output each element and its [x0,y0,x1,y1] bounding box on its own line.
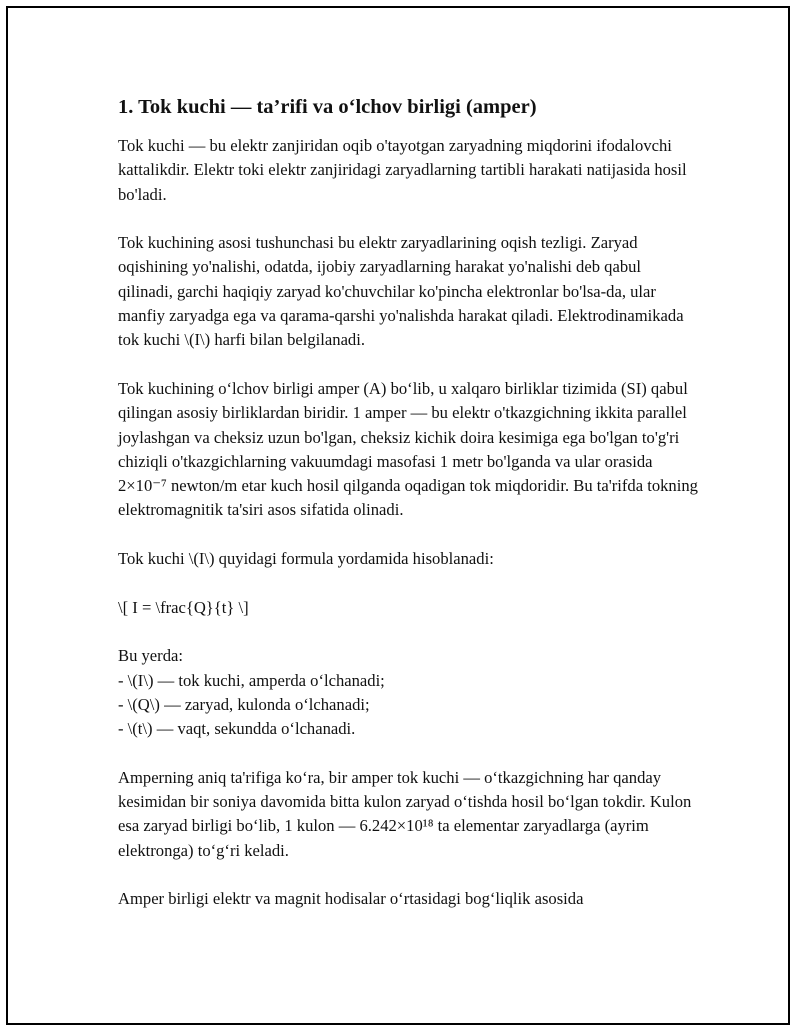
definitions-intro: Bu yerda: [118,646,183,666]
definition-item-current: - \(I\) — tok kuchi, amperda o‘lchanadi; [118,670,385,690]
paragraph-ampere-relation: Amper birligi elektr va magnit hodisalar o‘rtasidagi bog‘liqlik asosida [118,889,584,909]
definitions-list [118,644,698,741]
definition-item-time: - \(t\) — vaqt, sekundda o‘lchanadi. [118,719,356,739]
document-body [118,94,698,936]
definition-item-charge: - \(Q\) — zaryad, kulonda o‘lchanadi; [118,694,370,714]
section-title: 1. Tok kuchi — ta’rifi va o‘lchov birligi (amper) [118,96,537,118]
paragraph-formula-intro: Tok kuchi \(I\) quyidagi formula yordamida hisoblanadi: [118,549,494,569]
formula: \[ I = \frac{Q}{t} \] [118,597,249,617]
paragraph-ampere-precise: Amperning aniq ta'rifiga ko‘ra, bir amper tok kuchi — o‘tkazgichning har qanday kesimidan bir soniya davomida bitta kulon zaryad o‘tishda hosil bo‘lgan tokdir. Kulon esa zaryad birligi bo‘lib, 1 kulon — 6.242×10¹⁸ ta elementar zaryadlarga (ayrim elektronga) to‘g‘ri keladi. [118,767,692,860]
paragraph-definition: Tok kuchi — bu elektr zanjiridan oqib o'tayotgan zaryadning miqdorini ifodalovchi kattalikdir. Elektr toki elektr zanjiridagi zaryadlarning tartibli harakati natijasida hosil bo'ladi. [118,136,687,204]
paragraph-charge-flow: Tok kuchining asosi tushunchasi bu elektr zaryadlarining oqish tezligi. Zaryad oqishining yo'nalishi, odatda, ijobiy zaryadlarning harakat yo'nalishi deb qabul qilinadi, garchi haqiqiy zaryad ko'chuvchilar ko'pincha elektronlar bo'lsa-da, ular manfiy zaryadga ega va qarama-qarshi yo'nalishda harakat qiladi. Elektrodinamikada tok kuchi \(I\) harfi bilan belgilanadi. [118,233,684,350]
paragraph-ampere-unit: Tok kuchining o‘lchov birligi amper (A) bo‘lib, u xalqaro birliklar tizimida (SI) qabul qilingan asosiy birliklardan biridir. 1 amper — bu elektr o'tkazgichning ikkita parallel joylashgan va cheksiz uzun bo'lgan, cheksiz kichik doira kesimiga ega bo'lgan to'g'ri chiziqli o'tkazgichlarning vakuumdagi masofasi 1 metr bo'lganda va ular orasida 2×10⁻⁷ newton/m etar kuch hosil qilganda oqadigan tok miqdoridir. Bu ta'rifda tokning elektromagnitik ta'siri asos sifatida olinadi. [118,378,698,520]
